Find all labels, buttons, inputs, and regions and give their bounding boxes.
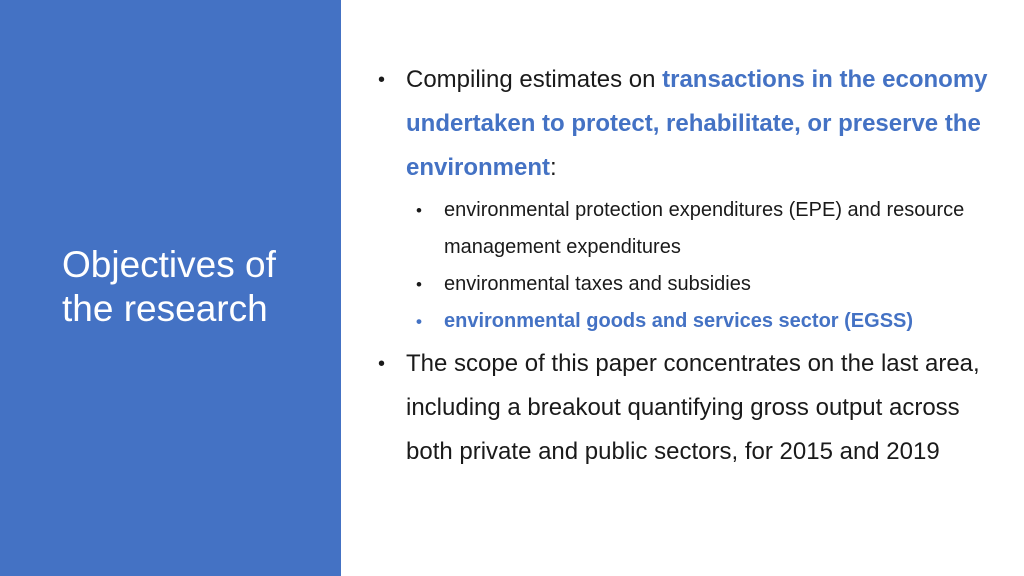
sub-bullet-epe [416, 192, 998, 266]
sub-bullet-egss-text: environmental goods and services sector (EGSS) [444, 310, 914, 332]
sub-bullet-dot: • [416, 312, 422, 331]
slide-title [62, 243, 322, 331]
bullet-2-text: The scope of this paper concentrates on the last area, including a breakout quantifying gross output across both private and public sectors, for 2015 and 2019 [406, 350, 980, 465]
title-panel [0, 0, 341, 576]
title-line-1: Objectives of [62, 244, 276, 285]
bullet-dot: • [378, 69, 386, 91]
bullet-compiling-estimates [378, 58, 998, 190]
bullet-1-suffix: : [550, 154, 557, 181]
sub-bullet-dot: • [416, 275, 422, 294]
sub-bullet-taxes [416, 266, 998, 303]
content-area [378, 58, 998, 474]
sub-bullet-taxes-text: environmental taxes and subsidies [444, 273, 751, 295]
sub-bullet-dot: • [416, 201, 422, 220]
bullet-1-prefix: Compiling estimates on [406, 66, 663, 93]
sub-bullet-epe-text: environmental protection expenditures (EPE) and resource management expenditures [444, 199, 965, 258]
sub-bullet-egss [416, 303, 998, 340]
bullet-dot: • [378, 353, 386, 375]
sub-bullet-list [378, 192, 998, 340]
title-line-2: the research [62, 288, 268, 329]
bullet-scope [378, 342, 998, 474]
bullet-1-highlight: transactions in the economy undertaken to protect, rehabilitate, or preserve the environment [406, 66, 988, 181]
